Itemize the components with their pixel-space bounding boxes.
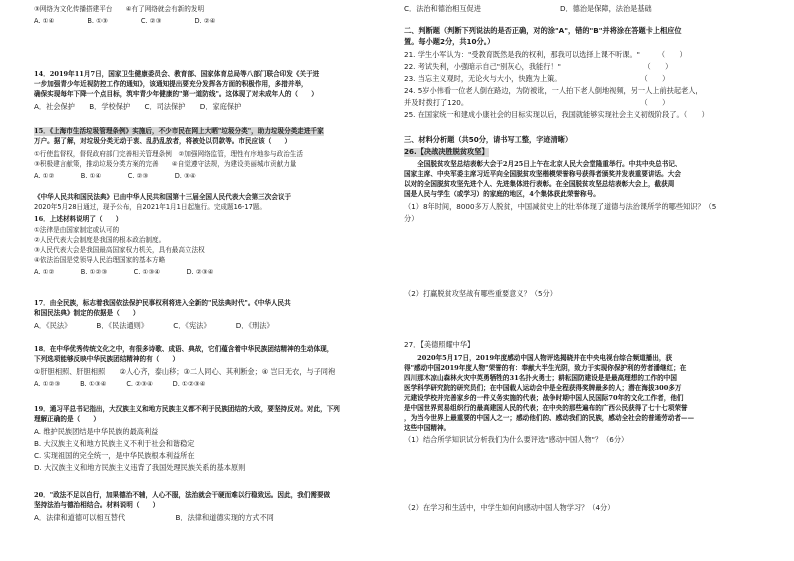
left-text-line: ②人民代表大会制度是我国的根本政治制度。 [34,236,166,244]
left-text-line: 2020年5月28日通过，现予公布，自2021年1月1日起施行。完成题16-17题。 [34,203,266,211]
right-text-line: 2020年5月17日，2019年度感动中国人物评选揭晓并在中央电视台综合频道播出，获 [404,354,673,362]
left-text-line: 18．在中华优秀传统文化之中，有很多诗歌、成语、典故，它们蕴含着中华民族团结精神的生动体现， [34,345,334,353]
left-text-line: 理解正确的是（ ） [34,415,100,423]
right-text-line: 并及时拨打了120。 （ ） [404,98,670,107]
left-text-line: A. ①② B. ①④ C. ②③ D. ③④ [34,172,196,180]
right-text-line: 医学科学研究院的研究员们；在中国载人运动会中是全程获得奖牌最多的人；潜在海拔300多万 [404,384,682,392]
right-text-line: （1）结合所学知识试分析我们为什么要评选"感动中国人物"？（6分） [404,435,629,444]
right-text-line: 国家主席、中央军委主席习近平向全国脱贫攻坚楷模荣誉称号获得者颁奖并发表重要讲话。大会 [404,170,681,178]
right-text-line: 24. 5岁小伟看一位老人倒在路边，为防被讹，一人拍下老人倒地视频，另一人上前扶起老人， [404,86,703,95]
right-text-line: 以对的全国脱贫攻坚先进个人、先进集体进行表彰。在全国脱贫攻坚总结表彰大会上，截获周 [404,180,675,188]
left-text-line: 下列选项能够反映中华民族团结精神的有（ ） [34,355,180,363]
left-text-line: A．《民法》 B．《民法通则》 C．《宪法》 D．《刑法》 [34,321,274,330]
right-text-line: 这些中国精神。 [404,424,451,432]
left-text-line: B. 大汉族主义和地方民族主义不利于社会和谐稳定 [34,439,195,448]
right-text-line: 22. 考试失利，小强暗示自己"别灰心，我能行！" （ ） [404,62,673,71]
right-text-line: 21. 学生小军认为："受教育既然是我的权利，那我可以选择上课不听课。" （ ） [404,50,687,59]
left-text-line: A. ①②③ B. ①③④ C. ②③④ D. ①②③④ [34,380,206,388]
right-text-line: 分） [404,214,419,223]
left-text-line: 确保实现每年下降一个点目标，筑牢青少年健康的"第一道防线"。这体现了对未成年人的（ ） [34,90,318,98]
right-text-line: 全国脱贫攻坚总结表彰大会于2月25日上午在北京人民大会堂隆重举行。中共中央总书记、 [404,160,682,168]
right-text-line: C．法治和德治相互促进 D．德治是保障，法治是基础 [404,4,652,13]
left-text-line: 14．2019年11月7日，国家卫生健康委员会、教育部、国家体育总局等八部门联合印发《关于进 [34,70,320,78]
right-text-line: 三、材料分析题（共50分，请书写工整，字迹清晰） [404,135,573,144]
right-text-line: 四川那木凉山森林火灾中英勇牺牲的31名扑火勇士；耕耘国防建设是是最高理想的工作的中国 [404,374,677,382]
right-text-line: 二、判断题（判断下列说法的是否正确，对的涂"A"，错的"B"并将涂在答题卡上相应位 [404,26,682,35]
right-text-line: ，为当今世界上最重要的中国人之一；感动他们的、感动我们的民族，感动全社会的普通劳动者—— [404,414,695,422]
left-text-line: A. ①② B. ①②③ C. ①③④ D. ②③④ [34,268,214,276]
left-text-line: ①肝胆相照、肝胆相照 ②人心齐，泰山移；③二人同心、其利断金；④ 岂曰无衣，与子同袍 [34,367,336,376]
left-text-line: A. 维护民族团结是中华民族的最高利益 [34,427,159,436]
left-text-line: D. 大汉族主义和地方民族主义违背了我国处理民族关系的基本原则 [34,463,246,472]
right-text-line: 26.【决战决胜脱贫攻坚】 [404,147,489,156]
right-text-line: （1）8年时间，8000多万人脱贫，中国减贫史上的壮举体现了道德与法治课所学的哪些知识？（5 [404,202,717,211]
left-text-line: A. ①④ B. ①③ C. ②③ D. ②④ [34,17,216,25]
left-text-line: 和国民法典》制定的依据是（ ） [34,309,140,317]
left-text-line: ③人民代表大会是我国最高国家权力机关，具有最高立法权 [34,246,205,254]
left-text-line: 《中华人民共和国民法典》已由中华人民共和国第十三届全国人民代表大会第三次会议于 [34,193,292,201]
right-text-line: 国是人民与学生（或学习）的家庭的地区，4个集体获此荣誉称号。 [404,190,600,198]
right-text-line: （2）在学习和生活中，中学生如何向感动中国人物学习？（4分） [404,503,615,512]
left-text-line: ③积极建言献策，推动垃圾分类方案的完善 ④自觉遵守法规，为建设美丽城市贡献力量 [34,160,297,168]
right-text-line: 27．【美德照耀中华】 [404,340,475,349]
left-text-line: C. 实现祖国的完全统一，是中华民族根本利益所在 [34,451,195,460]
right-text-line: 得"感动中国2019年度人物"荣誉的有：奉献大半生光阴，致力于实现你保护利的劳者潘继红；在 [404,364,687,372]
left-text-line: ③网络为文化传播搭建平台 ④有了网络就会有新的发明 [34,5,205,13]
right-text-line: 元建设学校并完善家乡的一件义务实施的代表；战争时期中国人民国际70年的文化工作者，他们 [404,394,684,402]
left-text-line: 17．由全民族，标志着我国依法保护民事权利将进入全新的"民法典时代"。《中华人民共 [34,299,291,307]
right-text-line: 是中国世界贸易组织行的最高建国人民的代表；在中央的那些遍布的广西公民获得了七十七项荣誉 [404,404,688,412]
right-text-line: （2）打赢脱贫攻坚战有哪些重要意义？（5分） [404,289,557,298]
left-text-line: 15．《上海市生活垃圾管理条例》实施后，不少市民在网上大晒"垃圾分类"，助力垃圾分类走进千家 [34,127,324,135]
left-text-line: A．法律和道德可以相互替代 B．法律和道德实现的方式不同 [34,513,274,522]
left-text-line: 一步加强青少年近视防控工作的通知》，该通知提出要充分发挥各方面的积极作用，多措并举， [34,80,308,88]
left-text-line: ①法律是由国家制定或认可的 [34,226,120,234]
left-text-line: 20．"政法不足以自行，加果德治不辅，人心不服，法治就会干硬而难以行稳致远。因此，我们需要做 [34,491,331,499]
left-text-line: 万户。据了解，对垃圾分类无动于衷、乱扔乱放者，将被处以罚款等。市民应该（ ） [34,137,292,145]
left-text-line: ④依法治国是党领导人民治理国家的基本方略 [34,256,166,264]
right-text-line: 置。每小题2分，共10分。） [404,37,495,46]
left-text-line: A．社会保护 B．学校保护 C．司法保护 D．家庭保护 [34,102,242,111]
left-text-line: 坚持法治与德治相结合。材料说明（ ） [34,501,160,509]
left-text-line: 19．通习平总书记指出，大汉族主义和地方民族主义都不利于民族团结的大政，要坚持反对。对此，下列 [34,405,340,413]
left-text-line: 16．上述材料说明了（ ） [34,215,123,223]
right-text-line: 25. 在国家统一和建成小康社会的目标实现以后，我国就能够实现社会主义初级阶段了。（ ） [404,110,709,119]
left-text-line: ①行使监督权，督促政府部门完善相关管理条例 ②加强网络监管，理性有序地参与政治生活 [34,150,303,158]
right-text-line: 23. 当忘主义观时，无论火与大小，快跑为上策。 （ ） [404,74,670,83]
